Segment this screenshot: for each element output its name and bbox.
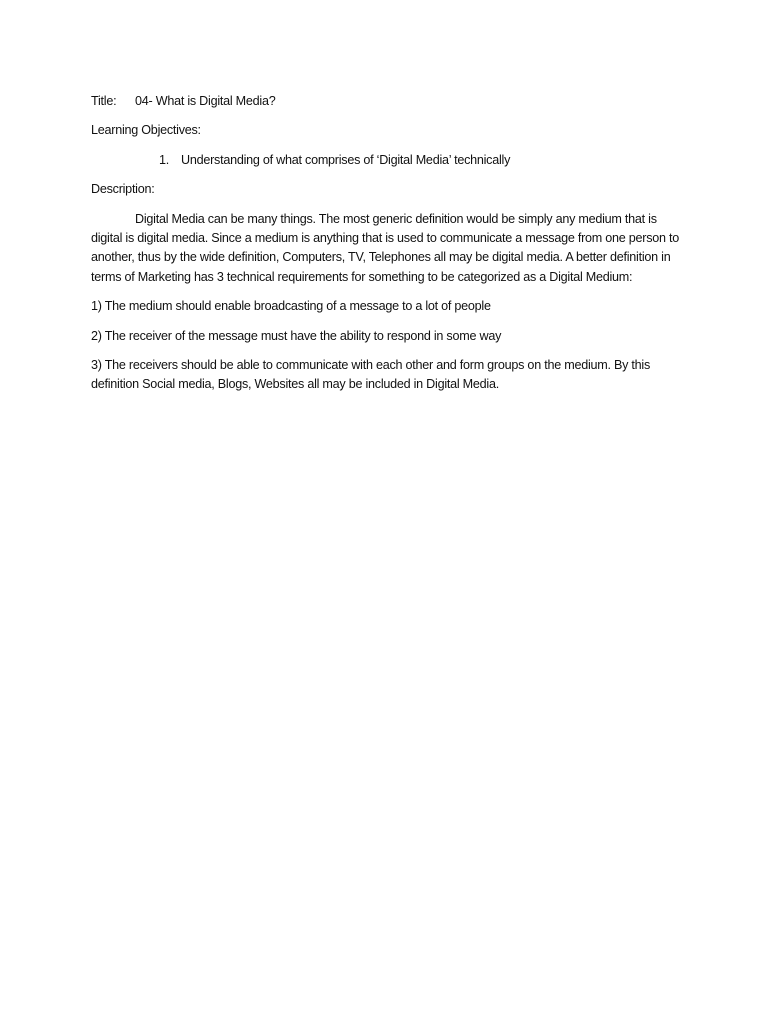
requirement-1: 1) The medium should enable broadcasting of a message to a lot of people [91, 299, 491, 314]
requirement-3: 3) The receivers should be able to communicate with each other and form groups on the medium. By this definition Social media, Blogs, Websites all may be included in Digital Media. [91, 358, 651, 392]
objective-text: Understanding of what comprises of ‘Digital Media’ technically [181, 152, 511, 167]
document-title: 04- What is Digital Media? [135, 94, 276, 108]
description-heading: Description: [91, 182, 155, 197]
description-paragraph: Digital Media can be many things. The most generic definition would be simply any medium that is digital is digital media. Since a medium is anything that is used to communicate a message from one person to another, thus by the wide definition, Computers, TV, Telephones all may be digital media. A better definition in terms of Marketing has 3 technical requirements for something to be categorized as a Digital Medium: [91, 211, 680, 284]
objective-number: 1. [159, 152, 170, 167]
title-label: Title: [91, 94, 117, 108]
document-body [91, 92, 691, 405]
title-line [91, 92, 691, 111]
learning-objectives-heading: Learning Objectives: [91, 123, 201, 138]
objective-item [91, 151, 691, 170]
requirement-2: 2) The receiver of the message must have the ability to respond in some way [91, 328, 502, 343]
